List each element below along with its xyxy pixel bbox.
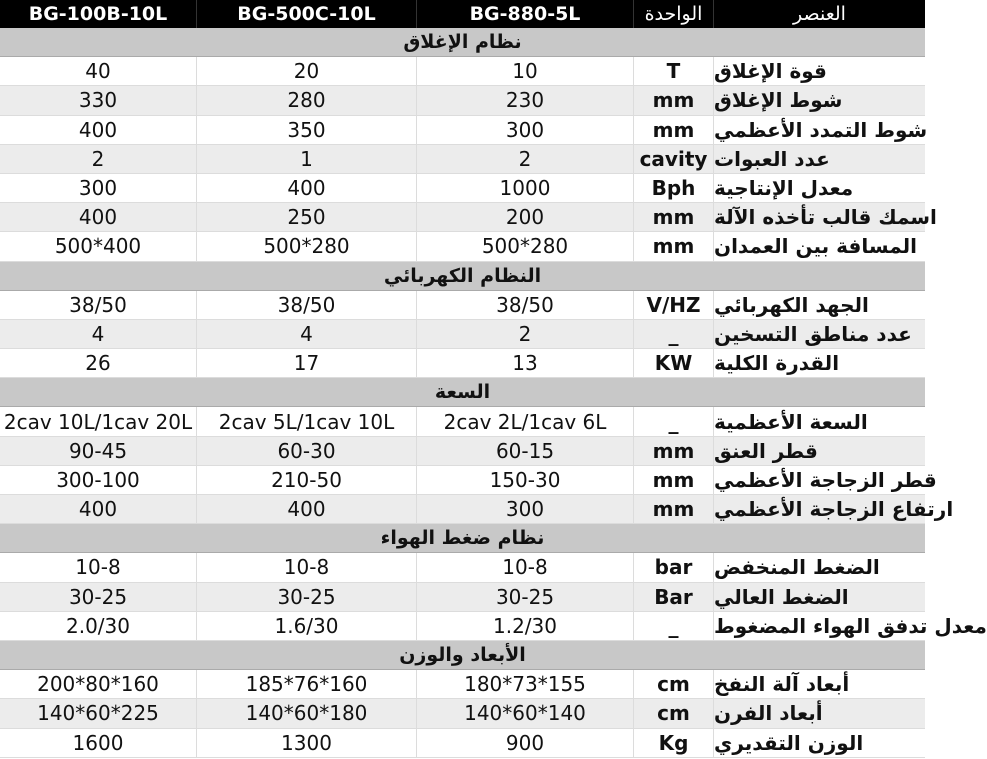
value-bg-880: 500*280 (417, 232, 634, 260)
value-bg-100b: 300 (0, 174, 197, 202)
table-row (0, 437, 925, 466)
value-bg-100b: 4 (0, 320, 197, 348)
value-bg-100b: 10-8 (0, 553, 197, 581)
table-header (0, 0, 925, 28)
value-bg-500c: 17 (197, 349, 417, 377)
unit-cell: _ (634, 320, 714, 348)
value-bg-500c: 185*76*160 (197, 670, 417, 698)
value-bg-500c: 1300 (197, 729, 417, 757)
value-bg-500c: 30-25 (197, 583, 417, 611)
value-bg-880: 140*60*140 (417, 699, 634, 727)
value-bg-100b: 2 (0, 145, 197, 173)
value-bg-880: 60-15 (417, 437, 634, 465)
item-name: المسافة بين العمدان (714, 234, 917, 259)
value-bg-100b: 400 (0, 495, 197, 523)
unit-cell: cm (634, 699, 714, 727)
table-row (0, 349, 925, 378)
value-bg-880: 2 (417, 145, 634, 173)
value-bg-100b: 300-100 (0, 466, 197, 494)
table-row (0, 57, 925, 86)
value-bg-500c: 2cav 5L/1cav 10L (197, 407, 417, 435)
value-bg-880: 300 (417, 116, 634, 144)
header-model-bg-100b: BG-100B-10L (0, 0, 197, 28)
value-bg-880: 30-25 (417, 583, 634, 611)
item-name: قوة الإغلاق (714, 59, 827, 84)
unit-cell: _ (634, 612, 714, 640)
value-bg-880: 2 (417, 320, 634, 348)
unit-cell: Kg (634, 729, 714, 757)
value-bg-100b: 1600 (0, 729, 197, 757)
value-bg-880: 10 (417, 57, 634, 85)
table-row (0, 174, 925, 203)
item-name: قطر العنق (714, 438, 818, 463)
value-bg-880: 180*73*155 (417, 670, 634, 698)
value-bg-500c: 250 (197, 203, 417, 231)
item-name: قطر الزجاجة الأعظمي (714, 467, 937, 492)
item-name: الجهد الكهربائي (714, 292, 869, 317)
item-name: أبعاد آلة النفخ (714, 672, 850, 697)
unit-cell: cm (634, 670, 714, 698)
unit-cell: mm (634, 86, 714, 114)
section-title: النظام الكهربائي (0, 262, 925, 291)
value-bg-500c: 210-50 (197, 466, 417, 494)
item-name: الوزن التقديري (714, 730, 864, 755)
unit-cell: mm (634, 232, 714, 260)
value-bg-500c: 140*60*180 (197, 699, 417, 727)
value-bg-500c: 280 (197, 86, 417, 114)
header-model-bg-880: BG-880-5L (417, 0, 634, 28)
unit-cell: V/HZ (634, 291, 714, 319)
section-title: السعة (0, 378, 925, 407)
value-bg-500c: 4 (197, 320, 417, 348)
value-bg-500c: 20 (197, 57, 417, 85)
section-title: الأبعاد والوزن (0, 641, 925, 670)
unit-cell: mm (634, 116, 714, 144)
item-name: عدد مناطق التسخين (714, 321, 912, 346)
table-row (0, 495, 954, 524)
table-row (0, 553, 925, 582)
value-bg-880: 1000 (417, 174, 634, 202)
item-name: القدرة الكلية (714, 351, 840, 376)
value-bg-880: 300 (417, 495, 634, 523)
value-bg-500c: 400 (197, 174, 417, 202)
unit-cell: mm (634, 495, 714, 523)
value-bg-100b: 2.0/30 (0, 612, 197, 640)
table-row (0, 320, 925, 349)
table-row (0, 203, 937, 232)
value-bg-100b: 40 (0, 57, 197, 85)
table-row (0, 291, 925, 320)
item-name: أبعاد الفرن (714, 701, 823, 726)
value-bg-100b: 90-45 (0, 437, 197, 465)
value-bg-880: 38/50 (417, 291, 634, 319)
unit-cell: mm (634, 466, 714, 494)
section-title: نظام الإغلاق (0, 28, 925, 57)
value-bg-880: 900 (417, 729, 634, 757)
value-bg-500c: 1.6/30 (197, 612, 417, 640)
value-bg-500c: 60-30 (197, 437, 417, 465)
unit-cell: KW (634, 349, 714, 377)
value-bg-100b: 140*60*225 (0, 699, 197, 727)
value-bg-500c: 350 (197, 116, 417, 144)
value-bg-100b: 400 (0, 203, 197, 231)
value-bg-500c: 400 (197, 495, 417, 523)
value-bg-880: 200 (417, 203, 634, 231)
value-bg-100b: 2cav 10L/1cav 20L (0, 407, 197, 435)
value-bg-100b: 500*400 (0, 232, 197, 260)
header-item: العنصر (793, 3, 846, 25)
item-name: عدد العبوات (714, 146, 830, 171)
header-unit: الواحدة (634, 0, 714, 28)
table-row (0, 116, 928, 145)
item-name: معدل الإنتاجية (714, 176, 854, 201)
item-name: شوط الإغلاق (714, 88, 843, 113)
value-bg-880: 2cav 2L/1cav 6L (417, 407, 634, 435)
value-bg-100b: 200*80*160 (0, 670, 197, 698)
item-name: الضغط العالي (714, 584, 849, 609)
table-row (0, 232, 925, 261)
table-row (0, 729, 925, 758)
item-name: معدل تدفق الهواء المضغوط (714, 613, 987, 638)
unit-cell: bar (634, 553, 714, 581)
table-row (0, 466, 937, 495)
value-bg-500c: 38/50 (197, 291, 417, 319)
table-row (0, 670, 925, 699)
unit-cell: mm (634, 203, 714, 231)
value-bg-500c: 500*280 (197, 232, 417, 260)
value-bg-500c: 10-8 (197, 553, 417, 581)
table-row (0, 86, 925, 115)
unit-cell: Bph (634, 174, 714, 202)
value-bg-100b: 400 (0, 116, 197, 144)
value-bg-100b: 330 (0, 86, 197, 114)
section-title: نظام ضغط الهواء (0, 524, 925, 553)
table-body (0, 28, 987, 758)
header-model-bg-500c: BG-500C-10L (197, 0, 417, 28)
value-bg-880: 150-30 (417, 466, 634, 494)
value-bg-880: 230 (417, 86, 634, 114)
table-row (0, 612, 987, 641)
value-bg-880: 13 (417, 349, 634, 377)
table-row (0, 407, 925, 436)
table-row (0, 145, 925, 174)
unit-cell: Bar (634, 583, 714, 611)
item-name: شوط التمدد الأعظمي (714, 117, 928, 142)
unit-cell: mm (634, 437, 714, 465)
table-row (0, 583, 925, 612)
value-bg-100b: 30-25 (0, 583, 197, 611)
item-name: الضغط المنخفض (714, 555, 880, 580)
item-name: ارتفاع الزجاجة الأعظمي (714, 497, 954, 522)
item-name: اسمك قالب تأخذه الآلة (714, 205, 937, 230)
item-name: السعة الأعظمية (714, 409, 868, 434)
unit-cell: _ (634, 407, 714, 435)
value-bg-880: 10-8 (417, 553, 634, 581)
unit-cell: cavity (634, 145, 714, 173)
unit-cell: T (634, 57, 714, 85)
value-bg-500c: 1 (197, 145, 417, 173)
value-bg-100b: 26 (0, 349, 197, 377)
value-bg-100b: 38/50 (0, 291, 197, 319)
table-row (0, 699, 925, 728)
value-bg-880: 1.2/30 (417, 612, 634, 640)
